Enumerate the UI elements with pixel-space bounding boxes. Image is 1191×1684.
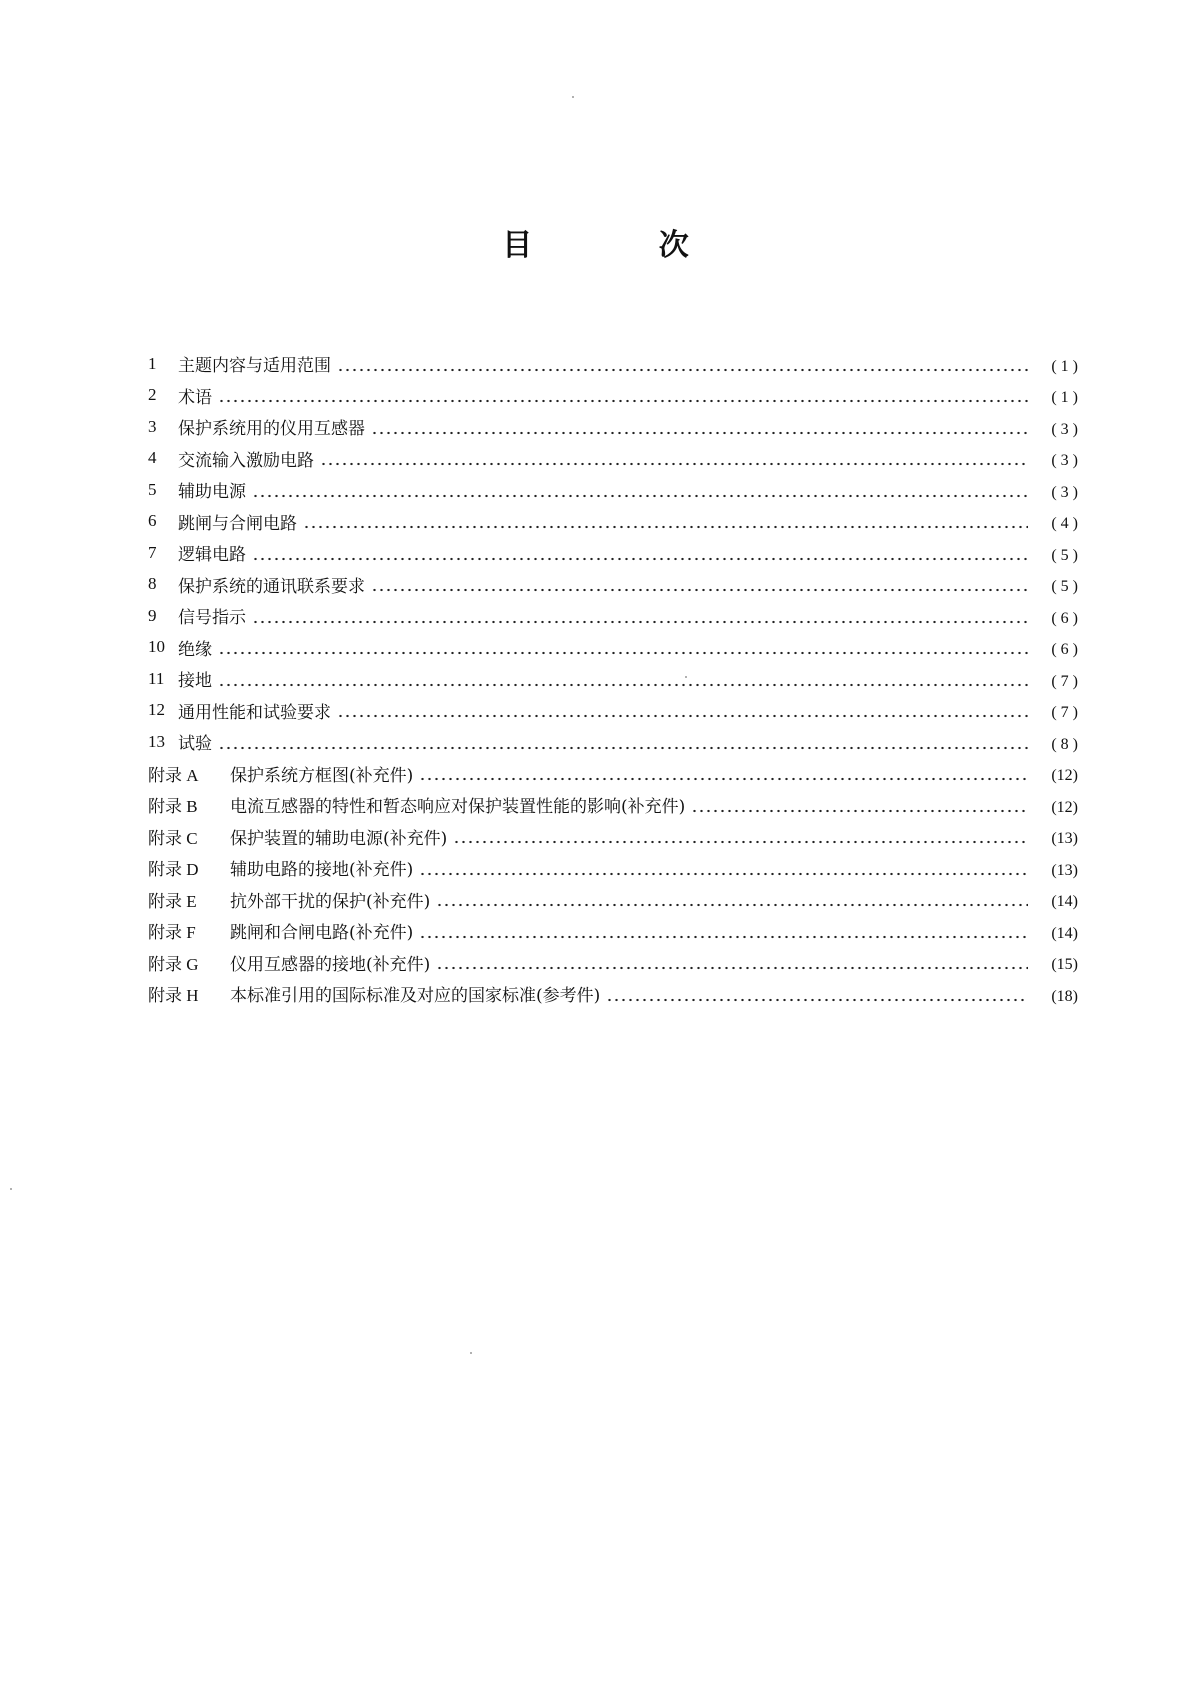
toc-entry-number: 6: [148, 511, 157, 531]
toc-dot-leader: [218, 746, 1028, 750]
toc-entry-page: ( 4 ): [1051, 515, 1078, 533]
toc-dot-leader: [218, 683, 1028, 687]
toc-chapter-entry: [148, 348, 1078, 380]
toc-entry-page: ( 7 ): [1051, 704, 1078, 722]
toc-dot-leader: [436, 966, 1028, 970]
table-of-contents: [148, 348, 1078, 1010]
toc-appendix-entry: [148, 789, 1078, 821]
scan-speck: [572, 96, 574, 98]
toc-appendix-entry: [148, 947, 1078, 979]
toc-dot-leader: [303, 525, 1028, 529]
toc-entry-number: 10: [148, 637, 165, 657]
toc-entry-title: 信号指示: [178, 608, 246, 629]
toc-entry-page: (15): [1051, 956, 1078, 974]
toc-dot-leader: [419, 872, 1028, 876]
toc-entry-title: 保护装置的辅助电源(补充件): [230, 828, 448, 849]
toc-entry-title: 通用性能和试验要求: [178, 702, 331, 723]
toc-entry-title: 交流输入激励电路: [178, 450, 314, 471]
toc-entry-page: ( 5 ): [1051, 578, 1078, 596]
toc-entry-page: (14): [1051, 893, 1078, 911]
toc-entry-title: 本标准引用的国际标准及对应的国家标准(参考件): [230, 986, 601, 1007]
toc-entry-number: 5: [148, 479, 157, 499]
toc-appendix-entry: [148, 978, 1078, 1010]
toc-entry-page: (12): [1051, 767, 1078, 785]
toc-dot-leader: [691, 809, 1028, 813]
toc-entry-number: 7: [148, 542, 157, 562]
toc-chapter-entry: [148, 632, 1078, 664]
toc-entry-number: 附录 B: [148, 797, 198, 817]
toc-entry-title: 主题内容与适用范围: [178, 356, 331, 377]
toc-chapter-entry: [148, 537, 1078, 569]
toc-dot-leader: [371, 431, 1028, 435]
toc-chapter-entry: [148, 506, 1078, 538]
toc-entry-number: 3: [148, 416, 157, 436]
toc-dot-leader: [371, 588, 1028, 592]
toc-entry-number: 附录 G: [148, 954, 199, 974]
toc-dot-leader: [606, 998, 1028, 1002]
toc-entry-title: 接地: [178, 671, 212, 692]
toc-entry-title: 绝缘: [178, 639, 212, 660]
toc-dot-leader: [419, 935, 1028, 939]
toc-appendix-entry: [148, 758, 1078, 790]
scan-speck: [685, 676, 687, 678]
toc-appendix-entry: [148, 884, 1078, 916]
toc-entry-title: 仪用互感器的接地(补充件): [230, 954, 431, 975]
toc-entry-number: 附录 F: [148, 923, 196, 943]
toc-entry-number: 附录 C: [148, 828, 198, 848]
toc-chapter-entry: [148, 695, 1078, 727]
toc-chapter-entry: [148, 411, 1078, 443]
toc-entry-number: 4: [148, 448, 157, 468]
toc-entry-number: 附录 A: [148, 765, 199, 785]
toc-appendix-entry: [148, 821, 1078, 853]
toc-entry-number: 附录 H: [148, 986, 199, 1006]
toc-entry-page: ( 3 ): [1051, 483, 1078, 501]
toc-dot-leader: [337, 714, 1028, 718]
toc-entry-page: (13): [1051, 861, 1078, 879]
toc-chapter-entry: [148, 600, 1078, 632]
toc-entry-page: ( 3 ): [1051, 452, 1078, 470]
toc-entry-number: 2: [148, 385, 157, 405]
toc-entry-title: 抗外部干扰的保护(补充件): [230, 891, 431, 912]
toc-appendix-entry: [148, 852, 1078, 884]
toc-entry-title: 跳闸与合闸电路: [178, 513, 297, 534]
toc-dot-leader: [252, 494, 1028, 498]
toc-dot-leader: [218, 399, 1028, 403]
toc-dot-leader: [218, 651, 1028, 655]
toc-dot-leader: [337, 368, 1028, 372]
toc-entry-page: ( 7 ): [1051, 672, 1078, 690]
toc-entry-page: ( 3 ): [1051, 420, 1078, 438]
toc-entry-page: ( 5 ): [1051, 546, 1078, 564]
toc-entry-page: ( 1 ): [1051, 357, 1078, 375]
toc-dot-leader: [436, 903, 1028, 907]
toc-dot-leader: [252, 620, 1028, 624]
toc-entry-page: (12): [1051, 798, 1078, 816]
toc-entry-title: 术语: [178, 387, 212, 408]
toc-dot-leader: [320, 462, 1028, 466]
toc-entry-page: (13): [1051, 830, 1078, 848]
toc-chapter-entry: [148, 380, 1078, 412]
toc-entry-page: ( 1 ): [1051, 389, 1078, 407]
toc-appendix-entry: [148, 915, 1078, 947]
toc-chapter-entry: [148, 569, 1078, 601]
scan-speck: [470, 1352, 472, 1354]
toc-entry-page: (18): [1051, 987, 1078, 1005]
toc-entry-page: ( 6 ): [1051, 641, 1078, 659]
toc-entry-title: 逻辑电路: [178, 545, 246, 566]
toc-entry-title: 试验: [178, 734, 212, 755]
toc-entry-number: 13: [148, 731, 165, 751]
toc-chapter-entry: [148, 663, 1078, 695]
toc-entry-title: 电流互感器的特性和暂态响应对保护装置性能的影响(补充件): [230, 797, 686, 818]
toc-chapter-entry: [148, 443, 1078, 475]
toc-entry-title: 保护系统用的仪用互感器: [178, 419, 365, 440]
toc-chapter-entry: [148, 726, 1078, 758]
toc-entry-number: 9: [148, 605, 157, 625]
toc-entry-number: 附录 D: [148, 860, 199, 880]
toc-entry-number: 附录 E: [148, 891, 197, 911]
toc-dot-leader: [252, 557, 1028, 561]
toc-entry-title: 保护系统的通讯联系要求: [178, 576, 365, 597]
toc-entry-page: ( 6 ): [1051, 609, 1078, 627]
toc-entry-number: 1: [148, 353, 157, 373]
toc-entry-title: 辅助电路的接地(补充件): [230, 860, 414, 881]
toc-dot-leader: [453, 840, 1028, 844]
toc-entry-page: ( 8 ): [1051, 735, 1078, 753]
page-title: 目 次: [502, 228, 747, 263]
toc-entry-page: (14): [1051, 924, 1078, 942]
toc-entry-title: 保护系统方框图(补充件): [230, 765, 414, 786]
toc-chapter-entry: [148, 474, 1078, 506]
toc-entry-title: 辅助电源: [178, 482, 246, 503]
toc-entry-number: 11: [148, 668, 165, 688]
toc-dot-leader: [419, 777, 1028, 781]
toc-entry-title: 跳闸和合闸电路(补充件): [230, 923, 414, 944]
toc-entry-number: 12: [148, 700, 165, 720]
scan-speck: [10, 1188, 12, 1190]
toc-entry-number: 8: [148, 574, 157, 594]
